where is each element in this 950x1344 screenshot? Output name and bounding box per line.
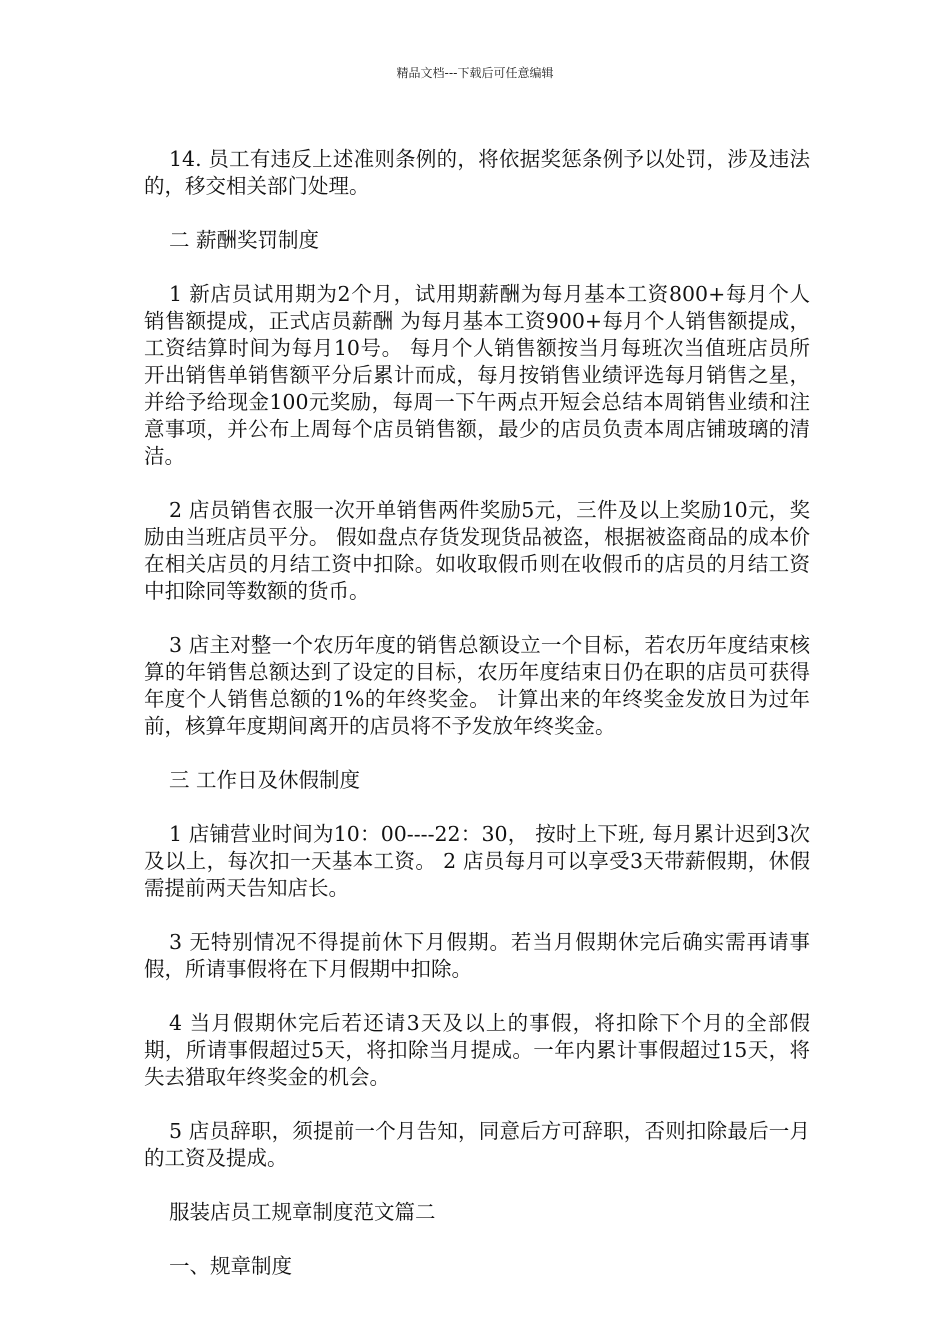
paragraph-salary-2: 2 店员销售衣服一次开单销售两件奖励5元，三件及以上奖励10元，奖励由当班店员平分。 假如盘点存货发现货品被盗，根据被盗商品的成本价在相关店员的月结工资中扣除。如收取假币则在收假币的店员的月结工资中扣除同等数额的货币。 xyxy=(144,498,810,603)
paragraph-work-4: 4 当月假期休完后若还请3天及以上的事假，将扣除下个月的全部假期，所请事假超过5天，将扣除当月提成。一年内累计事假超过15天，将失去猎取年终奖金的机会。 xyxy=(144,1011,810,1089)
document-body xyxy=(144,146,810,1307)
section-heading-salary: 二 薪酬奖罚制度 xyxy=(169,228,320,252)
paragraph-work-5: 5 店员辞职，须提前一个月告知，同意后方可辞职，否则扣除最后一月的工资及提成。 xyxy=(144,1119,810,1170)
part-heading-2: 服装店员工规章制度范文篇二 xyxy=(169,1200,436,1224)
paragraph-salary-3: 3 店主对整一个农历年度的销售总额设立一个目标，若农历年度结束核算的年销售总额达到了设定的目标，农历年度结束日仍在职的店员可获得年度个人销售总额的1%的年终奖金。 计算出来的年终奖金发放日为过年前，核算年度期间离开的店员将不予发放年终奖金。 xyxy=(144,633,810,738)
paragraph-salary-1: 1 新店员试用期为2个月，试用期薪酬为每月基本工资800+每月个人销售额提成，正式店员薪酬 为每月基本工资900+每月个人销售额提成，工资结算时间为每月10号。 每月个人销售额按当月每班次当值班店员所开出销售单销售额平分后累计而成，每月按销售业绩评选每月销售之星，并给予给现金100元奖励，每周一下午两点开短会总结本周销售业绩和注意事项，并公布上周每个店员销售额，最少的店员负责本周店铺玻璃的清洁。 xyxy=(144,282,810,468)
paragraph-work-1: 1 店铺营业时间为10：00----22：30， 按时上下班, 每月累计迟到3次及以上，每次扣一天基本工资。 2 店员每月可以享受3天带薪假期，休假需提前两天告知店长。 xyxy=(144,822,810,900)
paragraph-work-3: 3 无特别情况不得提前休下月假期。若当月假期休完后确实需再请事假，所请事假将在下月假期中扣除。 xyxy=(144,930,810,981)
paragraph-rule-14: 14. 员工有违反上述准则条例的，将依据奖惩条例予以处罚，涉及违法的，移交相关部门处理。 xyxy=(144,147,810,198)
section-heading-rules: 一、规章制度 xyxy=(169,1254,292,1278)
section-heading-workday: 三 工作日及休假制度 xyxy=(169,768,361,792)
page-header: 精品文档---下载后可任意编辑 xyxy=(396,66,554,80)
